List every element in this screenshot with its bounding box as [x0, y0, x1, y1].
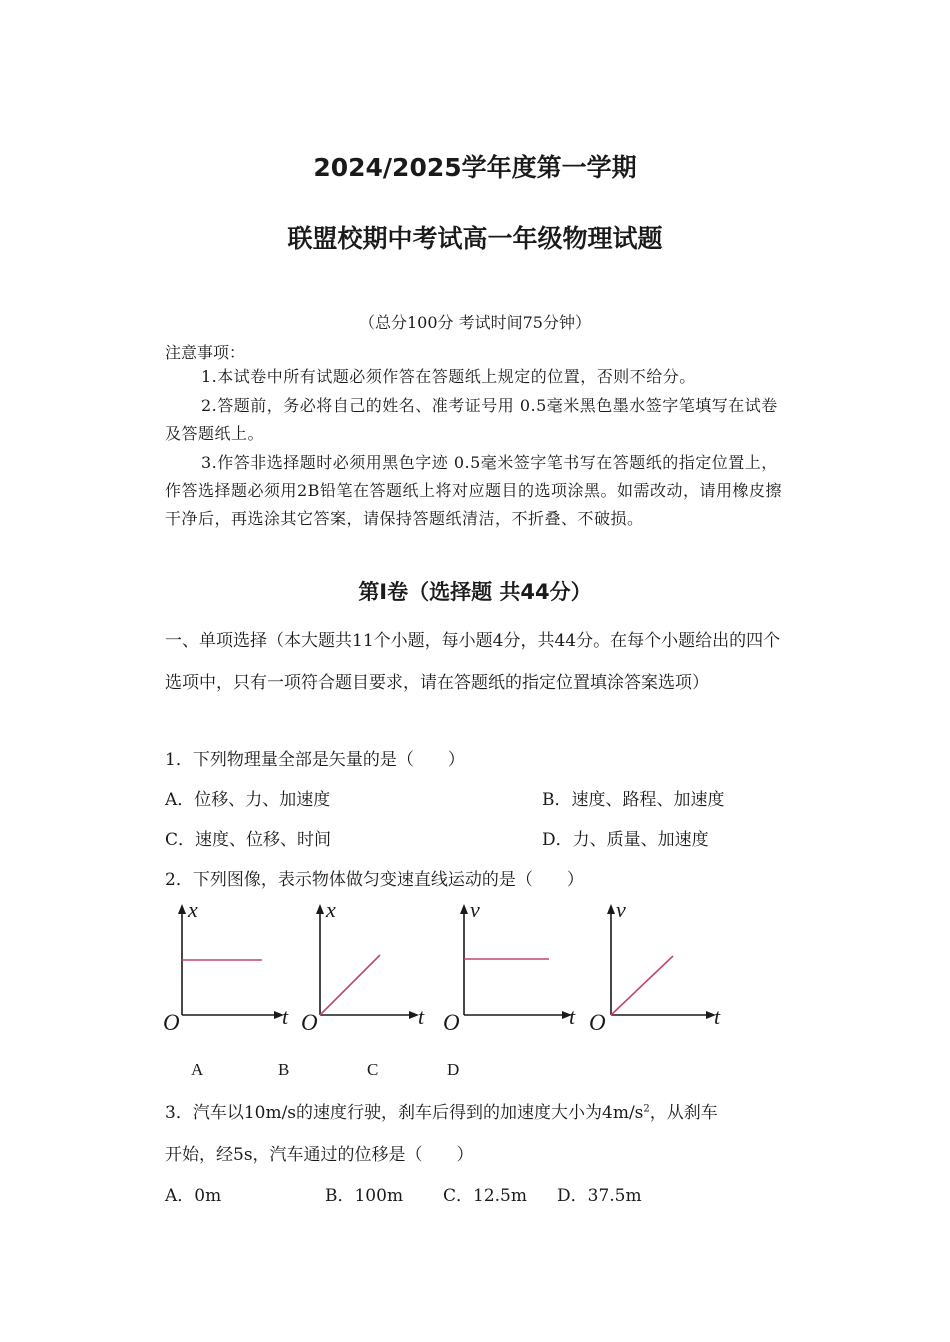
graph-a-x-label: t — [282, 1004, 289, 1029]
q1-option-b: B．速度、路程、加速度 — [542, 790, 725, 810]
graph-d-origin: O — [589, 1010, 606, 1035]
q3-stem-line1 — [165, 1098, 718, 1123]
q3-option-d: D．37.5m — [557, 1186, 642, 1206]
graph-c-origin: O — [443, 1010, 460, 1035]
title-line-2: 联盟校期中考试高一年级物理试题 — [287, 224, 663, 253]
title-line-1: 2024/2025学年度第一学期 — [313, 153, 637, 182]
q2-stem: 2．下列图像，表示物体做匀变速直线运动的是（ ） — [165, 870, 584, 890]
q2-label-c: C — [367, 1060, 379, 1079]
q3-option-b: B．100m — [325, 1186, 404, 1206]
graph-d — [589, 895, 729, 1040]
q3-option-a: A．0m — [165, 1186, 222, 1206]
q3-option-c: C．12.5m — [443, 1186, 527, 1206]
q2-label-a: A — [191, 1060, 204, 1079]
graph-b-y-label: x — [326, 897, 336, 922]
q3-stem-part2: ，从刹车 — [649, 1103, 718, 1123]
graph-c-y-label: v — [470, 897, 480, 922]
graph-b — [298, 895, 438, 1040]
graph-d-x-label: t — [714, 1004, 721, 1029]
notice-item-2: 2.答题前，务必将自己的姓名、准考证号用 0.5毫米黑色墨水签字笔填写在试卷及答题纸上。 — [165, 396, 778, 443]
graph-c-x-label: t — [569, 1004, 576, 1029]
notice-item-1: 1.本试卷中所有试题必须作答在答题纸上规定的位置，否则不给分。 — [201, 367, 696, 386]
graph-a-origin: O — [163, 1010, 180, 1035]
q3-stem-superscript: 2 — [643, 1103, 650, 1115]
notice-item-3: 3.作答非选择题时必须用黑色字迹 0.5毫米签字笔书写在答题纸的指定位置上，作答选择题必须用2B铅笔在答题纸上将对应题目的选项涂黑。如需改动，请用橡皮擦干净后，再选涂其它答案，请保持答题纸清洁，不折叠、不破损。 — [165, 453, 782, 528]
graph-b-curve — [320, 955, 380, 1015]
graph-a — [160, 895, 300, 1040]
q1-option-c: C．速度、位移、时间 — [165, 830, 332, 850]
q3-stem-line2: 开始，经5s，汽车通过的位移是（ ） — [165, 1145, 474, 1165]
graph-c — [442, 895, 582, 1040]
section-title: 第Ⅰ卷（选择题 共44分） — [358, 580, 592, 604]
graph-a-y-label: x — [188, 897, 198, 922]
q1-option-d: D．力、质量、加速度 — [542, 830, 709, 850]
q3-stem-part1: 3．汽车以10m/s的速度行驶，刹车后得到的加速度大小为4m/s — [165, 1103, 644, 1123]
q1-option-a: A．位移、力、加速度 — [165, 790, 331, 810]
q1-stem: 1．下列物理量全部是矢量的是（ ） — [165, 750, 465, 770]
exam-info: （总分100分 考试时间75分钟） — [359, 313, 591, 332]
graph-d-curve — [611, 956, 673, 1015]
graph-b-origin: O — [301, 1010, 318, 1035]
graph-d-y-label: v — [616, 897, 626, 922]
section-instruction: 一、单项选择（本大题共11个小题，每小题4分，共44分。在每个小题给出的四个选项中，只有一项符合题目要求，请在答题纸的指定位置填涂答案选项） — [165, 631, 781, 693]
notice-heading: 注意事项： — [165, 343, 246, 362]
q2-label-b: B — [278, 1060, 290, 1079]
q2-label-d: D — [447, 1060, 460, 1079]
graph-b-x-label: t — [418, 1004, 425, 1029]
